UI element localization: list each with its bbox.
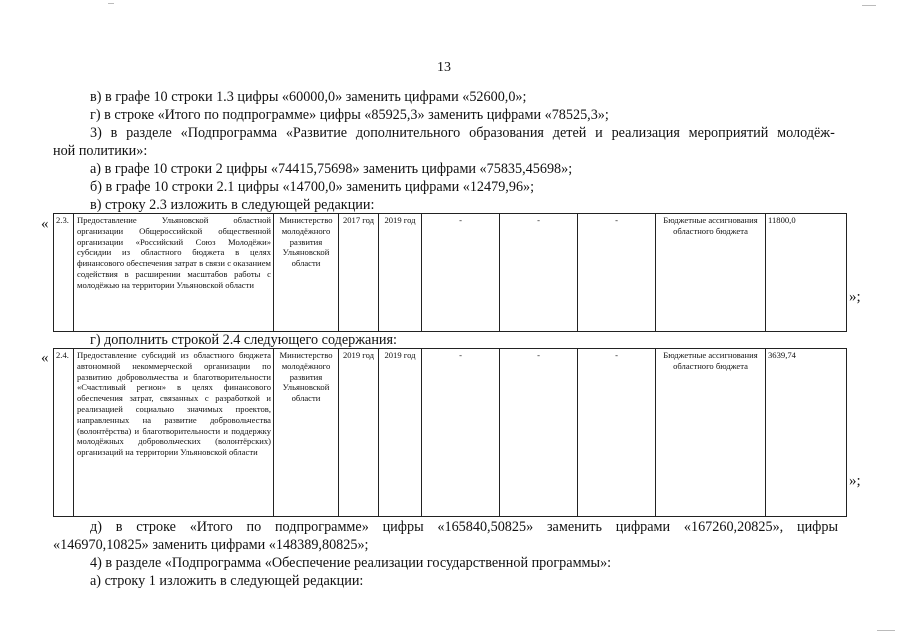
scan-speck <box>877 630 895 631</box>
table-row-2-4 <box>53 348 847 517</box>
word: «Подпрограмма <box>180 125 277 141</box>
cell-ministry: Министерство молодёжного развития Ульяновской области <box>274 349 339 517</box>
cell-ministry: Министерство молодёжного развития Ульяновской области <box>274 214 339 332</box>
word: строке <box>136 519 176 535</box>
word: цифры <box>382 519 424 535</box>
cell-dash-2: - <box>500 214 578 332</box>
word: цифры <box>796 519 838 535</box>
word: по <box>246 519 262 535</box>
text-line-8b: «146970,10825» заменить цифрами «148389,80825»; <box>53 537 369 553</box>
cell-funding-source: Бюджетные ассигнования областного бюджета <box>656 349 766 517</box>
cell-dash-1: - <box>422 214 500 332</box>
text-line-9: 4) в разделе «Подпрограмма «Обеспечение реализации государственной программы»: <box>90 555 612 571</box>
word: в <box>110 125 118 141</box>
page-number: 13 <box>437 60 451 75</box>
word: в <box>115 519 123 535</box>
open-quote-2: « <box>41 350 49 366</box>
scan-speck <box>862 5 876 6</box>
close-quote-1: »; <box>849 289 861 305</box>
word: образования <box>469 125 544 141</box>
text-line-3b: ной политики»: <box>53 143 148 159</box>
word: подпрограмме» <box>274 519 369 535</box>
cell-description: Предоставление Ульяновской областной организации Общероссийской общественной организации «Российский Союз Молодёжи» субсидии из областного бюджета в целях финансового обеспечения затрат в связи с оказанием содействия в расширении масштабов работы с молодёжью на территории Ульяновской области <box>74 214 274 332</box>
cell-amount: 3639,74 <box>766 349 847 517</box>
word: дополнительного <box>355 125 461 141</box>
cell-num: 2.3. <box>54 214 74 332</box>
cell-amount: 11800,0 <box>766 214 847 332</box>
word: детей <box>552 125 587 141</box>
word: «Итого <box>189 519 233 535</box>
cell-dash-3: - <box>578 349 656 517</box>
cell-end-year: 2019 год <box>379 214 422 332</box>
cell-end-year: 2019 год <box>379 349 422 517</box>
cell-dash-1: - <box>422 349 500 517</box>
word: «Развитие <box>285 125 348 141</box>
word: молодёж- <box>777 125 835 141</box>
cell-start-year: 2019 год <box>339 349 379 517</box>
table-row-2-3 <box>53 213 847 332</box>
word: разделе <box>126 125 172 141</box>
close-quote-2: »; <box>849 473 861 489</box>
word: мероприятий <box>688 125 769 141</box>
text-line-5: б) в графе 10 строки 2.1 цифры «14700,0» заменить цифрами «12479,96»; <box>90 179 535 195</box>
open-quote-1: « <box>41 216 49 232</box>
text-line-1: в) в графе 10 строки 1.3 цифры «60000,0» заменить цифрами «52600,0»; <box>90 89 527 105</box>
word: «167260,20825», <box>683 519 784 535</box>
word: и <box>595 125 603 141</box>
word: «165840,50825» <box>437 519 534 535</box>
word: д) <box>90 519 102 535</box>
word: реализация <box>611 125 680 141</box>
cell-dash-3: - <box>578 214 656 332</box>
cell-num: 2.4. <box>54 349 74 517</box>
cell-description: Предоставление субсидий из областного бюджета автономной некоммерческой организации по развитию добровольчества и благотворительности «Счастливый регион» в целях финансового обеспечения затрат, связанных с разработкой и реализацией социально значимых проектов, направленных на развитие добровольчества (волонтёрства) и благотворительности и поддержку молодёжных добровольческих (волонтёрских) организаций на территории Ульяновской области <box>74 349 274 517</box>
text-line-3a <box>90 125 835 142</box>
word: 3) <box>90 125 102 141</box>
scan-speck <box>108 3 114 4</box>
word: цифрами <box>615 519 671 535</box>
text-line-7: г) дополнить строкой 2.4 следующего содержания: <box>90 332 397 348</box>
text-line-10: а) строку 1 изложить в следующей редакции: <box>90 573 364 589</box>
cell-funding-source: Бюджетные ассигнования областного бюджета <box>656 214 766 332</box>
text-line-2: г) в строке «Итого по подпрограмме» цифры «85925,3» заменить цифрами «78525,3»; <box>90 107 609 123</box>
text-line-4: а) в графе 10 строки 2 цифры «74415,75698» заменить цифрами «75835,45698»; <box>90 161 573 177</box>
text-line-6: в) строку 2.3 изложить в следующей редакции: <box>90 197 375 213</box>
word: заменить <box>546 519 602 535</box>
text-line-8a <box>90 519 838 536</box>
cell-dash-2: - <box>500 349 578 517</box>
cell-start-year: 2017 год <box>339 214 379 332</box>
